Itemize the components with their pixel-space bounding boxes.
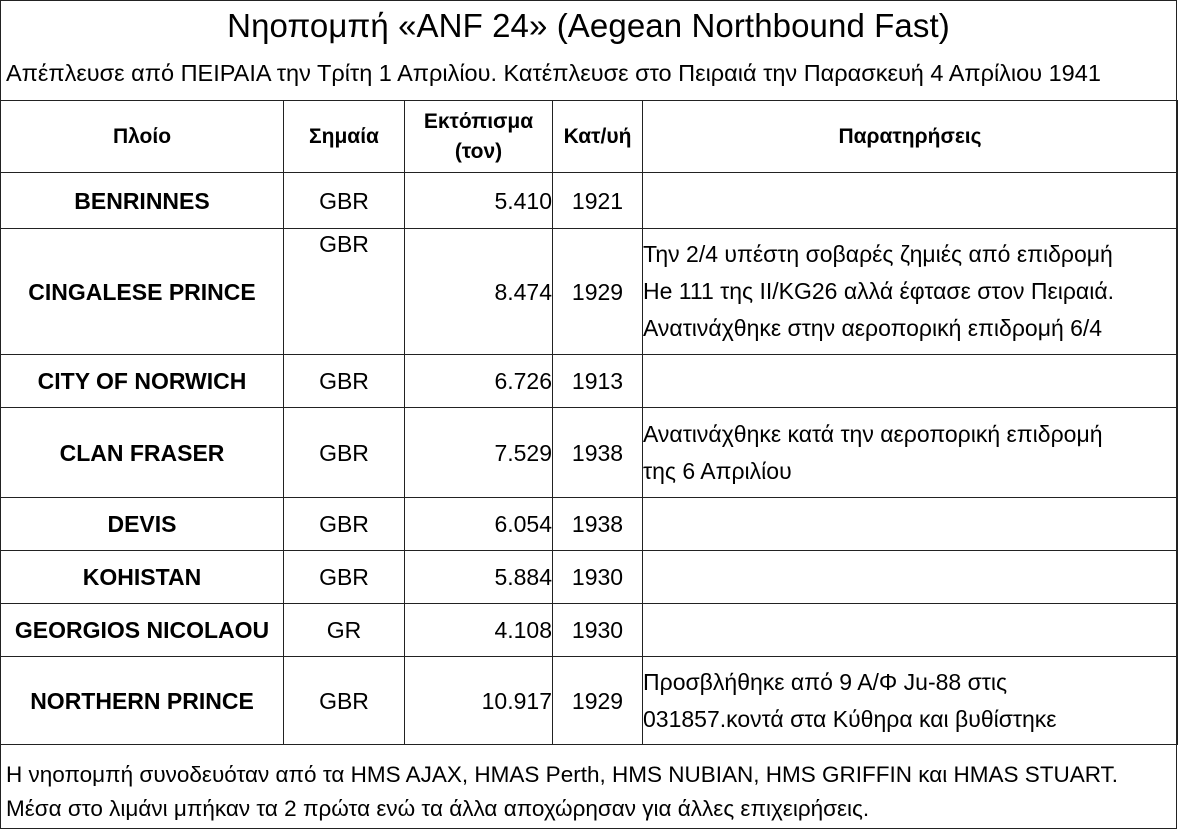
ship-displacement: 5.884 xyxy=(405,551,553,604)
ship-displacement: 7.529 xyxy=(405,408,553,498)
note-line: 031857.κοντά στα Κύθηρα και βυθίστηκε xyxy=(643,705,1057,732)
ship-built: 1913 xyxy=(553,355,643,408)
header-displacement xyxy=(405,101,553,173)
ship-built: 1921 xyxy=(553,173,643,229)
ship-name: CLAN FRASER xyxy=(1,408,284,498)
ship-name: KOHISTAN xyxy=(1,551,284,604)
note-line: της 6 Απριλίου xyxy=(643,457,792,484)
note-line: Την 2/4 υπέστη σοβαρές ζημιές από επιδρομή xyxy=(643,241,1113,267)
ship-name: CINGALESE PRINCE xyxy=(1,229,284,355)
ship-flag: GBR xyxy=(284,498,405,551)
ship-notes xyxy=(643,408,1178,498)
ship-flag: GBR xyxy=(284,551,405,604)
note-line: He 111 της II/KG26 αλλά έφτασε στον Πειραιά. xyxy=(643,278,1115,304)
table-row xyxy=(1,173,1178,229)
ship-notes xyxy=(643,551,1178,604)
table-row xyxy=(1,604,1178,657)
header-built: Κατ/υή xyxy=(553,101,643,173)
note-line: Ανατινάχθηκε κατά την αεροπορική επιδρομή xyxy=(643,420,1103,447)
ship-built: 1929 xyxy=(553,229,643,355)
table-row xyxy=(1,657,1178,745)
table-row xyxy=(1,355,1178,408)
ship-displacement: 10.917 xyxy=(405,657,553,745)
ship-displacement: 4.108 xyxy=(405,604,553,657)
ship-displacement: 6.726 xyxy=(405,355,553,408)
ship-displacement: 6.054 xyxy=(405,498,553,551)
table-row xyxy=(1,551,1178,604)
header-displacement-line1: Εκτόπισμα xyxy=(423,109,534,133)
ship-name: BENRINNES xyxy=(1,173,284,229)
ship-displacement: 8.474 xyxy=(405,229,553,355)
ship-flag: GBR xyxy=(284,355,405,408)
page-subtitle: Απέπλευσε από ΠΕΙΡΑΙΑ την Τρίτη 1 Απριλίου. Κατέπλευσε στο Πειραιά την Παρασκευή 4 Απρίλιου 1941 xyxy=(6,60,1101,86)
ship-displacement: 5.410 xyxy=(405,173,553,229)
ship-flag: GBR xyxy=(284,173,405,229)
ship-built: 1938 xyxy=(553,408,643,498)
ship-flag: GBR xyxy=(284,408,405,498)
ship-notes xyxy=(643,355,1178,408)
footer-line: Μέσα στο λιμάνι μπήκαν τα 2 πρώτα ενώ τα άλλα αποχώρησαν για άλλες επιχειρήσεις. xyxy=(6,796,870,821)
ship-name: GEORGIOS NICOLAOU xyxy=(1,604,284,657)
ship-notes xyxy=(643,604,1178,657)
header-ship: Πλοίο xyxy=(1,101,284,173)
ship-flag: GBR xyxy=(284,657,405,745)
note-line: Προσβλήθηκε από 9 Α/Φ Ju-88 στις xyxy=(643,668,1008,695)
ship-name: DEVIS xyxy=(1,498,284,551)
page-title: Νηοπομπή «ANF 24» (Aegean Northbound Fast) xyxy=(227,7,950,44)
header-displacement-line2: (τον) xyxy=(454,139,503,163)
table-row xyxy=(1,408,1178,498)
ship-flag: GR xyxy=(284,604,405,657)
ship-built: 1938 xyxy=(553,498,643,551)
ship-built: 1930 xyxy=(553,551,643,604)
ship-notes xyxy=(643,657,1178,745)
ship-notes xyxy=(643,173,1178,229)
escort-footer xyxy=(6,758,1118,826)
ship-flag: GBR xyxy=(284,229,405,355)
ship-built: 1930 xyxy=(553,604,643,657)
footer-line: Η νηοπομπή συνοδευόταν από τα HMS AJAX, HMAS Perth, HMS NUBIAN, HMS GRIFFIN και HMAS STUART. xyxy=(6,762,1119,787)
ship-notes xyxy=(643,498,1178,551)
table-row xyxy=(1,229,1178,355)
convoy-ships-table xyxy=(0,100,1178,745)
ship-name: CITY OF NORWICH xyxy=(1,355,284,408)
header-notes: Παρατηρήσεις xyxy=(643,101,1178,173)
ship-name: NORTHERN PRINCE xyxy=(1,657,284,745)
table-row xyxy=(1,498,1178,551)
header-flag: Σημαία xyxy=(284,101,405,173)
note-line: Ανατινάχθηκε στην αεροπορική επιδρομή 6/4 xyxy=(643,315,1103,341)
table-header-row xyxy=(1,101,1178,173)
ship-notes xyxy=(643,229,1178,355)
ship-built: 1929 xyxy=(553,657,643,745)
